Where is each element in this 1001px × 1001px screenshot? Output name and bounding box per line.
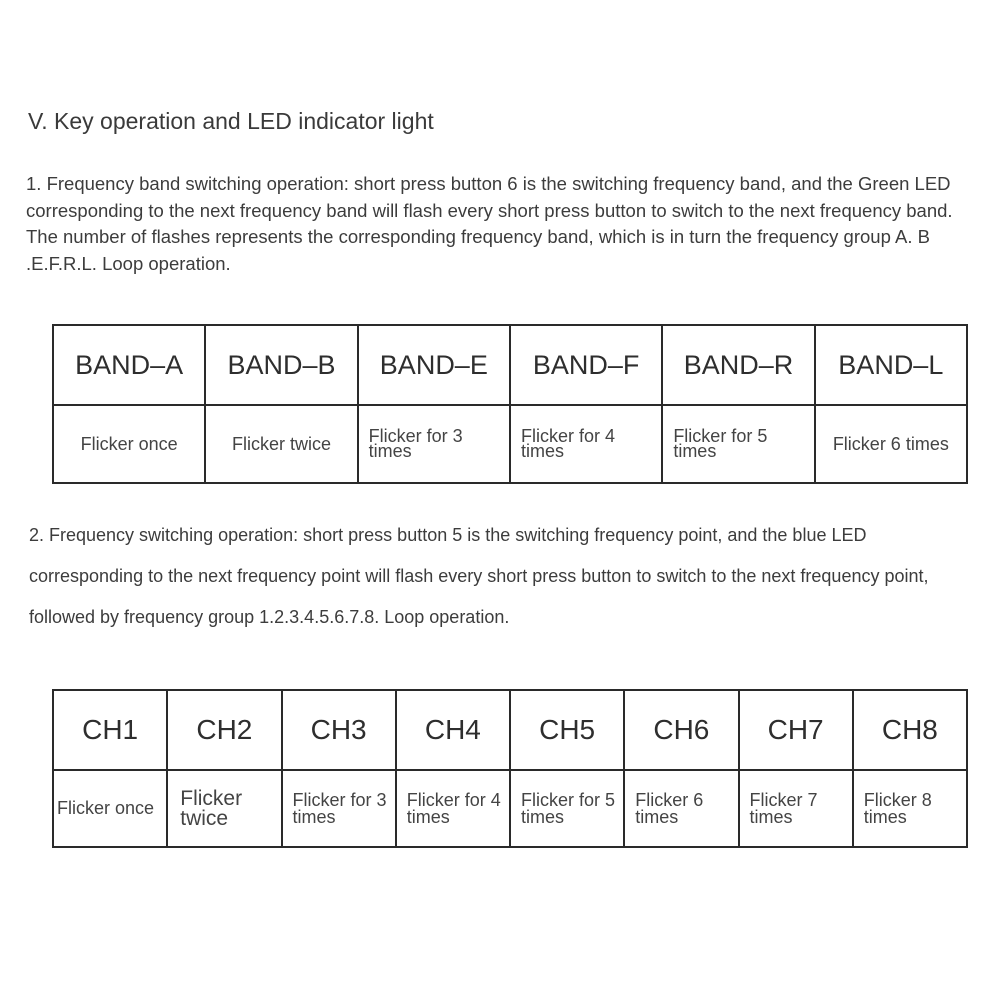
- channel-header-cell: CH5: [510, 690, 624, 770]
- channel-header-cell: CH4: [396, 690, 510, 770]
- band-value-cell: Flicker for 5 times: [662, 405, 814, 483]
- channel-value-cell: Flicker 8 times: [853, 770, 967, 847]
- band-header-cell: BAND–E: [358, 325, 510, 405]
- section-heading: V. Key operation and LED indicator light: [28, 108, 434, 134]
- channel-header-cell: CH2: [167, 690, 281, 770]
- channel-header-cell: CH8: [853, 690, 967, 770]
- channel-header-cell: CH6: [624, 690, 738, 770]
- channel-value-cell: Flicker for 3 times: [282, 770, 396, 847]
- band-value-cell: Flicker twice: [205, 405, 357, 483]
- channel-value-row: [53, 770, 967, 847]
- band-value-row: [53, 405, 967, 483]
- band-header-cell: BAND–R: [662, 325, 814, 405]
- channel-value-cell: Flicker 6 times: [624, 770, 738, 847]
- band-value-cell: Flicker 6 times: [815, 405, 967, 483]
- channel-value-cell: Flicker 7 times: [739, 770, 853, 847]
- band-header-cell: BAND–F: [510, 325, 662, 405]
- band-value-cell: Flicker once: [53, 405, 205, 483]
- band-header-cell: BAND–L: [815, 325, 967, 405]
- frequency-switching-paragraph: 2. Frequency switching operation: short press button 5 is the switching frequency point, and the blue LED corresponding to the next frequency point will flash every short press button to switch to the next frequency point, followed by frequency group 1.2.3.4.5.6.7.8. Loop operation.: [29, 525, 929, 627]
- band-header-cell: BAND–A: [53, 325, 205, 405]
- channel-value-cell: Flicker once: [53, 770, 167, 847]
- band-switching-paragraph: 1. Frequency band switching operation: short press button 6 is the switching frequency band, and the Green LED corresponding to the next frequency band will flash every short press button to switch to the next frequency band. The number of flashes represents the corresponding frequency band, which is in turn the frequency group A. B .E.F.R.L. Loop operation.: [26, 173, 953, 274]
- channel-value-cell: Flicker twice: [167, 770, 281, 847]
- channel-table: [52, 689, 968, 848]
- channel-value-cell: Flicker for 5 times: [510, 770, 624, 847]
- band-table: [52, 324, 968, 484]
- band-header-cell: BAND–B: [205, 325, 357, 405]
- channel-value-cell: Flicker for 4 times: [396, 770, 510, 847]
- channel-header-cell: CH1: [53, 690, 167, 770]
- channel-header-cell: CH7: [739, 690, 853, 770]
- band-value-cell: Flicker for 4 times: [510, 405, 662, 483]
- channel-header-cell: CH3: [282, 690, 396, 770]
- band-value-cell: Flicker for 3 times: [358, 405, 510, 483]
- channel-header-row: [53, 690, 967, 770]
- band-header-row: [53, 325, 967, 405]
